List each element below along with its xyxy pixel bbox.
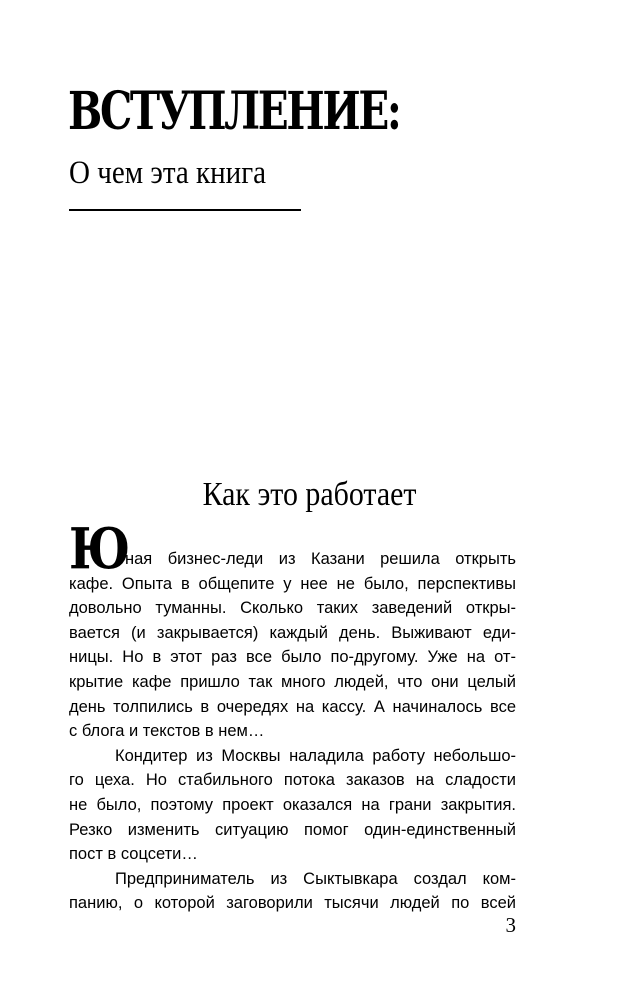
paragraph-2 (69, 744, 516, 867)
paragraph-3 (69, 867, 516, 916)
text-line: кафе. Опыта в общепите у нее не было, перспективы (69, 574, 516, 593)
text-line: крытие кафе пришло так много людей, что они целый (69, 672, 516, 691)
chapter-subtitle: О чем эта книга (69, 155, 267, 191)
text-line: вается (и закрывается) каждый день. Выживают еди- (69, 623, 516, 642)
text-line: Предприниматель из Сыктывкара создал ком- (115, 869, 516, 888)
text-line: Резко изменить ситуацию помог один-единственный (69, 820, 516, 839)
paragraph-1 (69, 547, 516, 744)
page-number: 3 (505, 913, 516, 937)
text-line: день толпились в очередях на кассу. А начиналось все (69, 697, 516, 716)
drop-cap-letter: Ю (69, 516, 128, 582)
text-line: не было, поэтому проект оказался на грани закрытия. (69, 795, 516, 814)
text-line: ная бизнес-леди из Казани решила открыть (125, 550, 516, 568)
section-heading-text: Как это работает (202, 476, 417, 513)
section-heading (0, 474, 619, 516)
text-line: панию, о которой заговорили тысячи людей по всей (69, 894, 516, 913)
text-line: с блога и текстов в нем… (69, 722, 265, 741)
body-text (69, 547, 516, 916)
title-underline-rule (69, 209, 301, 211)
text-line: довольно туманны. Сколько таких заведений откры- (69, 599, 516, 618)
text-line: го цеха. Но стабильного потока заказов на сладости (69, 771, 516, 790)
text-line: ницы. Но в этот раз все было по-другому. Уже на от- (69, 648, 516, 667)
text-line: Кондитер из Москвы наладила работу небольшо- (115, 746, 516, 765)
chapter-title: ВСТУПЛЕНИЕ: (68, 81, 400, 142)
text-line: пост в соцсети… (69, 845, 198, 864)
